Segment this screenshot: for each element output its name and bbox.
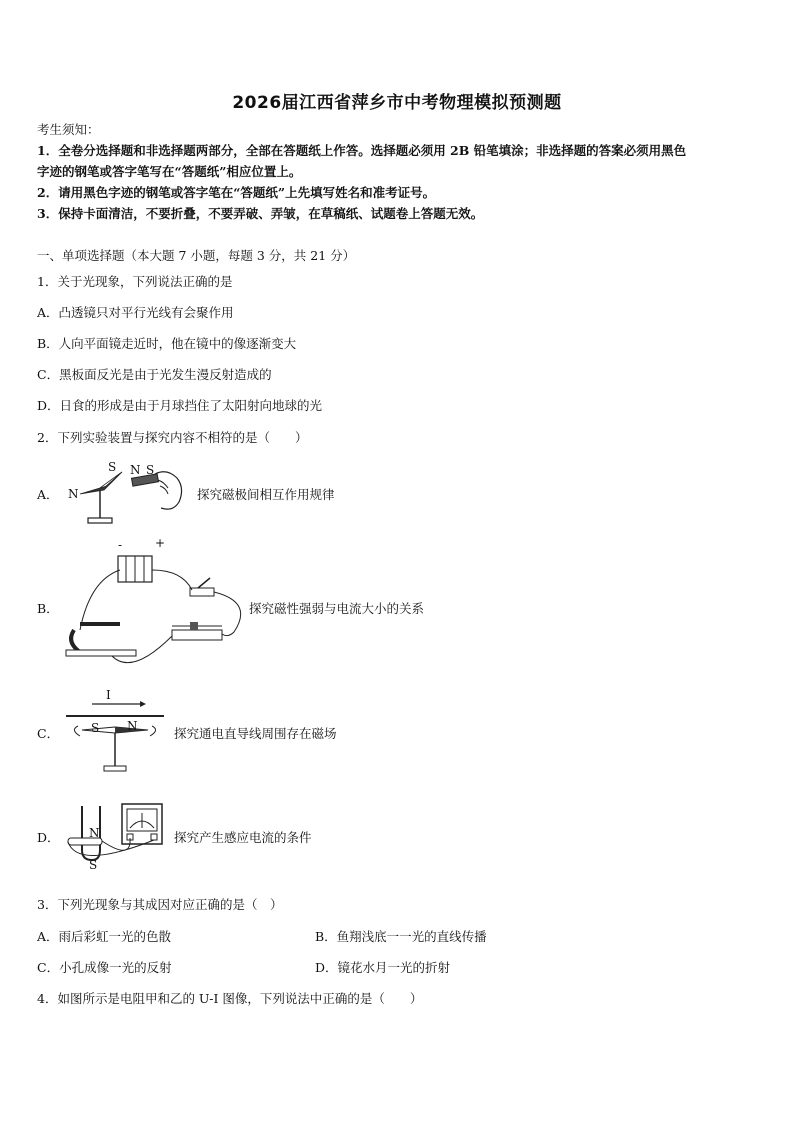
- pole-label: N: [127, 719, 138, 733]
- option-letter: D．: [37, 830, 60, 845]
- magnet-compass-figure: [60, 458, 190, 528]
- current-label: I: [106, 688, 111, 702]
- option-text: D．日食的形成是由于月球挡住了太阳射向地球的光: [37, 398, 323, 413]
- option-text: C．小孔成像一光的反射: [37, 960, 172, 975]
- pole-label: N: [89, 826, 100, 840]
- page-title: 2026届江西省萍乡市中考物理模拟预测题: [232, 93, 562, 113]
- induction-figure: [62, 800, 172, 875]
- electromagnet-circuit-figure: [60, 540, 250, 680]
- option-text: B．人向平面镜走近时，他在镜中的像逐渐变大: [37, 336, 297, 351]
- option-letter: C．: [37, 726, 60, 741]
- notice-line: 字迹的钢笔或答字笔写在“答题纸”相应位置上。: [37, 164, 302, 179]
- option-text: 探究磁极间相互作用规律: [197, 487, 335, 502]
- section-heading: 一、单项选择题（本大题 7 小题，每题 3 分，共 21 分）: [37, 248, 356, 263]
- question-stem: 1．关于光现象，下列说法正确的是: [37, 274, 233, 289]
- option-text: 探究通电直导线周围存在磁场: [174, 726, 337, 741]
- pole-label: S: [89, 858, 98, 872]
- oersted-figure: [60, 700, 170, 780]
- pole-label: N: [130, 463, 141, 477]
- option-text: A．雨后彩虹一光的色散: [37, 929, 172, 944]
- question-stem: 2．下列实验装置与探究内容不相符的是（ ）: [37, 430, 308, 445]
- option-letter: A．: [37, 487, 59, 502]
- pole-label: S: [108, 460, 117, 474]
- option-text: A．凸透镜只对平行光线有会聚作用: [37, 305, 234, 320]
- notice-heading: 考生须知：: [37, 122, 100, 137]
- question-stem: 3．下列光现象与其成因对应正确的是（ ）: [37, 897, 283, 912]
- option-text: C．黑板面反光是由于光发生漫反射造成的: [37, 367, 272, 382]
- notice-line: 3．保持卡面清洁，不要折叠，不要弄破、弄皱，在草稿纸、试题卷上答题无效。: [37, 206, 484, 221]
- option-letter: B．: [37, 601, 59, 616]
- terminal-label: -: [118, 538, 123, 552]
- terminal-label: +: [155, 536, 166, 550]
- pole-label: S: [146, 463, 155, 477]
- notice-line: 1．全卷分选择题和非选择题两部分，全部在答题纸上作答。选择题必须用 2B 铅笔填涂；非选择题的答案必须用黑色: [37, 143, 687, 158]
- option-text: 探究产生感应电流的条件: [174, 830, 312, 845]
- pole-label: N: [68, 487, 79, 501]
- option-text: B．鱼翔浅底一一光的直线传播: [315, 929, 487, 944]
- option-text: 探究磁性强弱与电流大小的关系: [249, 601, 425, 616]
- question-stem: 4．如图所示是电阻甲和乙的 U-I 图像，下列说法中正确的是（ ）: [37, 991, 423, 1006]
- option-text: D．镜花水月一光的折射: [315, 960, 451, 975]
- notice-line: 2．请用黑色字迹的钢笔或答字笔在“答题纸”上先填写姓名和准考证号。: [37, 185, 436, 200]
- pole-label: S: [91, 721, 100, 735]
